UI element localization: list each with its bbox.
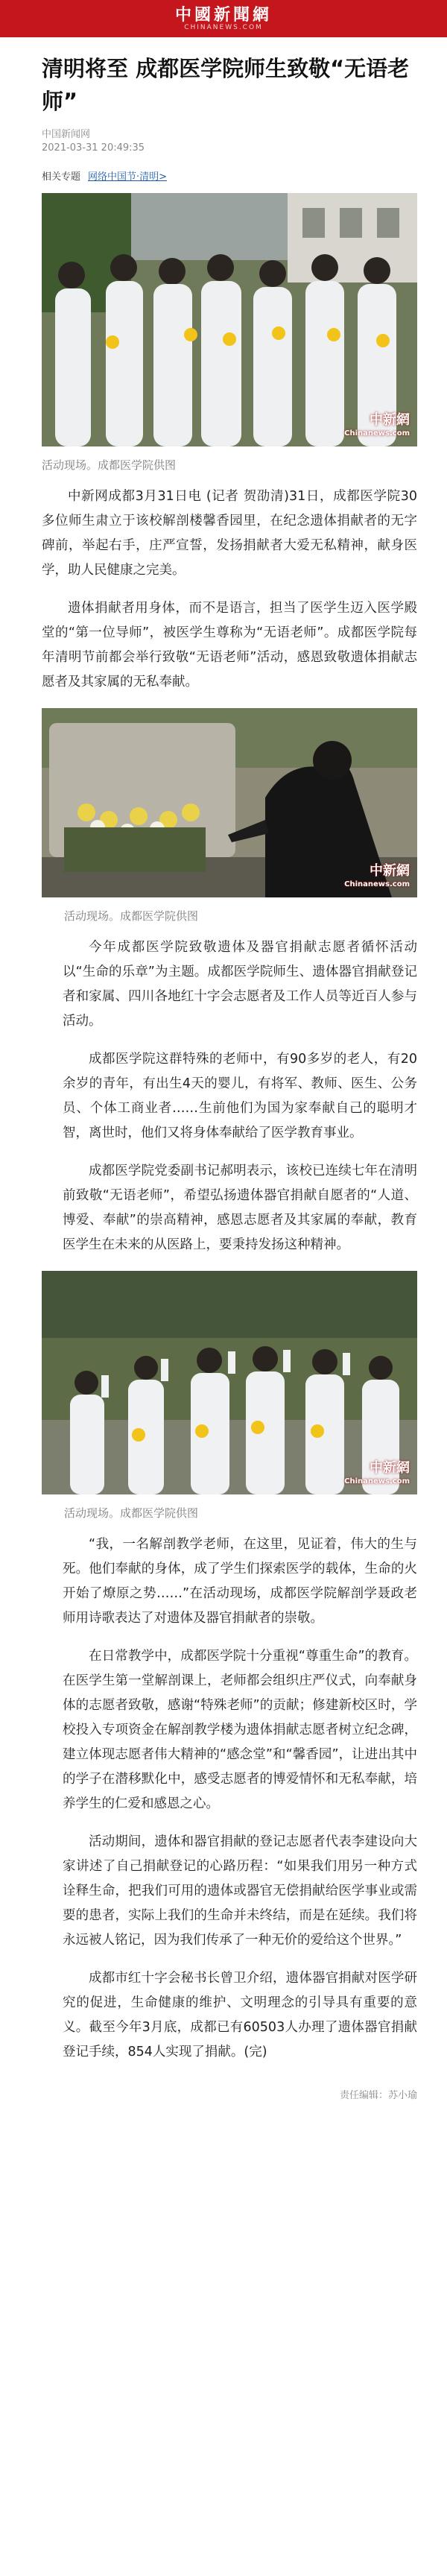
photo-watermark: 中新網 Chinanews.com — [344, 1460, 410, 1486]
article-title: 清明将至 成都医学院师生致敬“无语老师” — [42, 56, 410, 114]
article-body — [0, 52, 447, 2101]
paragraph-3: 今年成都医学院致敬遗体及器官捐献志愿者循怀活动以“生命的乐章”为主题。成都医学院师生、遗体器官捐献登记者和家属、四川各地红十字会志愿者及工作人员等近百人参与活动。 — [63, 940, 417, 1029]
paragraph-1: 中新网成都3月31日电 (记者 贺劭清)31日，成都医学院30多位师生肃立于该校解剖楼馨香园里，在纪念遗体捐献者的无字碑前，举起右手，庄严宣誓，发扬捐献者大爱无私精神，献身医学，助人民健康之完美。 — [42, 489, 417, 578]
related-topic-link[interactable]: 网络中国节·清明> — [88, 171, 168, 183]
paragraph-6: “我，一名解剖教学老师，在这里，见证着，伟大的生与死。他们奉献的身体，成了学生们探索医学的载体，生命的火开始了燎原之势……”在活动现场，成都医学院解剖学聂政老师用诗歌表达了对遗体及器官捐献者的崇敬。 — [63, 1537, 417, 1626]
photo-watermark: 中新網 Chinanews.com — [344, 412, 410, 438]
article-photo-1 — [42, 193, 417, 446]
site-header — [0, 0, 447, 37]
related-topic-label: 相关专题 — [42, 171, 81, 183]
photo-watermark: 中新網 Chinanews.com — [344, 863, 410, 888]
photo-salute-scene — [42, 1271, 417, 1494]
paragraph-4: 成都医学院这群特殊的老师中，有90多岁的老人，有20余岁的青年，有出生4天的婴儿，有将军、教师、医生、公务员、个体工商业者……生前他们为国为家奉献自己的聪明才智，离世时，他们又将身体奉献给了医学教育事业。 — [63, 1052, 417, 1140]
article-photo-3 — [42, 1271, 417, 1494]
photo-students-scene — [42, 193, 417, 446]
paragraph-8: 活动期间，遗体和器官捐献的登记志愿者代表李建设向大家讲述了自己捐献登记的心路历程：“如果我们用另一种方式诠释生命，把我们可用的遗体或器官无偿捐献给医学事业或需要的患者，实际上我们的生命并未终结，而是在延续。我们将永远被人铭记，因为我们传承了一种无价的爱给这个世界。” — [63, 1834, 417, 1948]
paragraph-9: 成都市红十字会秘书长曾卫介绍，遗体器官捐献对医学研究的促进，生命健康的维护、文明理念的引导具有重要的意义。截至今年3月底，成都已有60503人办理了遗体器官捐献登记手续，854人实现了捐献。(完) — [63, 1971, 417, 2059]
photo-caption-1: 活动现场。成都医学院供图 — [42, 458, 177, 472]
paragraph-5: 成都医学院党委副书记郝明表示，该校已连续七年在清明前致敬“无语老师”，希望弘扬遗体器官捐献自愿者的“人道、博爱、奉献”的崇高精神，感恩志愿者及其家属的奉献，教育医学生在未来的从医路上，要秉持发扬这种精神。 — [63, 1164, 417, 1252]
article-source: 中国新闻网 — [42, 129, 91, 140]
paragraph-2: 遗体捐献者用身体，而不是语言，担当了医学生迈入医学殿堂的“第一位导师”，被医学生尊称为“无语老师”。成都医学院每年清明节前都会举行致敬“无语老师”活动，感恩致敬遗体捐献志愿者及其家属的无私奉献。 — [42, 601, 417, 689]
article-photo-2 — [42, 708, 417, 897]
photo-caption-2: 活动现场。成都医学院供图 — [64, 909, 199, 923]
site-logo[interactable]: 中國新聞網 — [174, 5, 272, 25]
editor-credit: 责任编辑：苏小瑜 — [339, 2090, 417, 2101]
related-topic — [42, 168, 417, 183]
photo-caption-3: 活动现场。成都医学院供图 — [64, 1506, 199, 1520]
paragraph-7: 在日常教学中，成都医学院十分重视“尊重生命”的教育。在医学生第一堂解剖课上，老师都会组织庄严仪式，向奉献身体的志愿者致敬，感谢“特殊老师”的贡献；修建新校区时，学校投入专项资金在解剖教学楼为遗体捐献志愿者树立纪念碑，建立体现志愿者伟大精神的“感念堂”和“馨香园”，让进出其中的学子在潜移默化中，感受志愿者的博爱情怀和无私奉献，培养学生的仁爱和感恩之心。 — [63, 1649, 417, 1811]
article-datetime: 2021-03-31 20:49:35 — [42, 142, 145, 154]
site-logo-en: CHINANEWS.COM — [184, 24, 263, 31]
